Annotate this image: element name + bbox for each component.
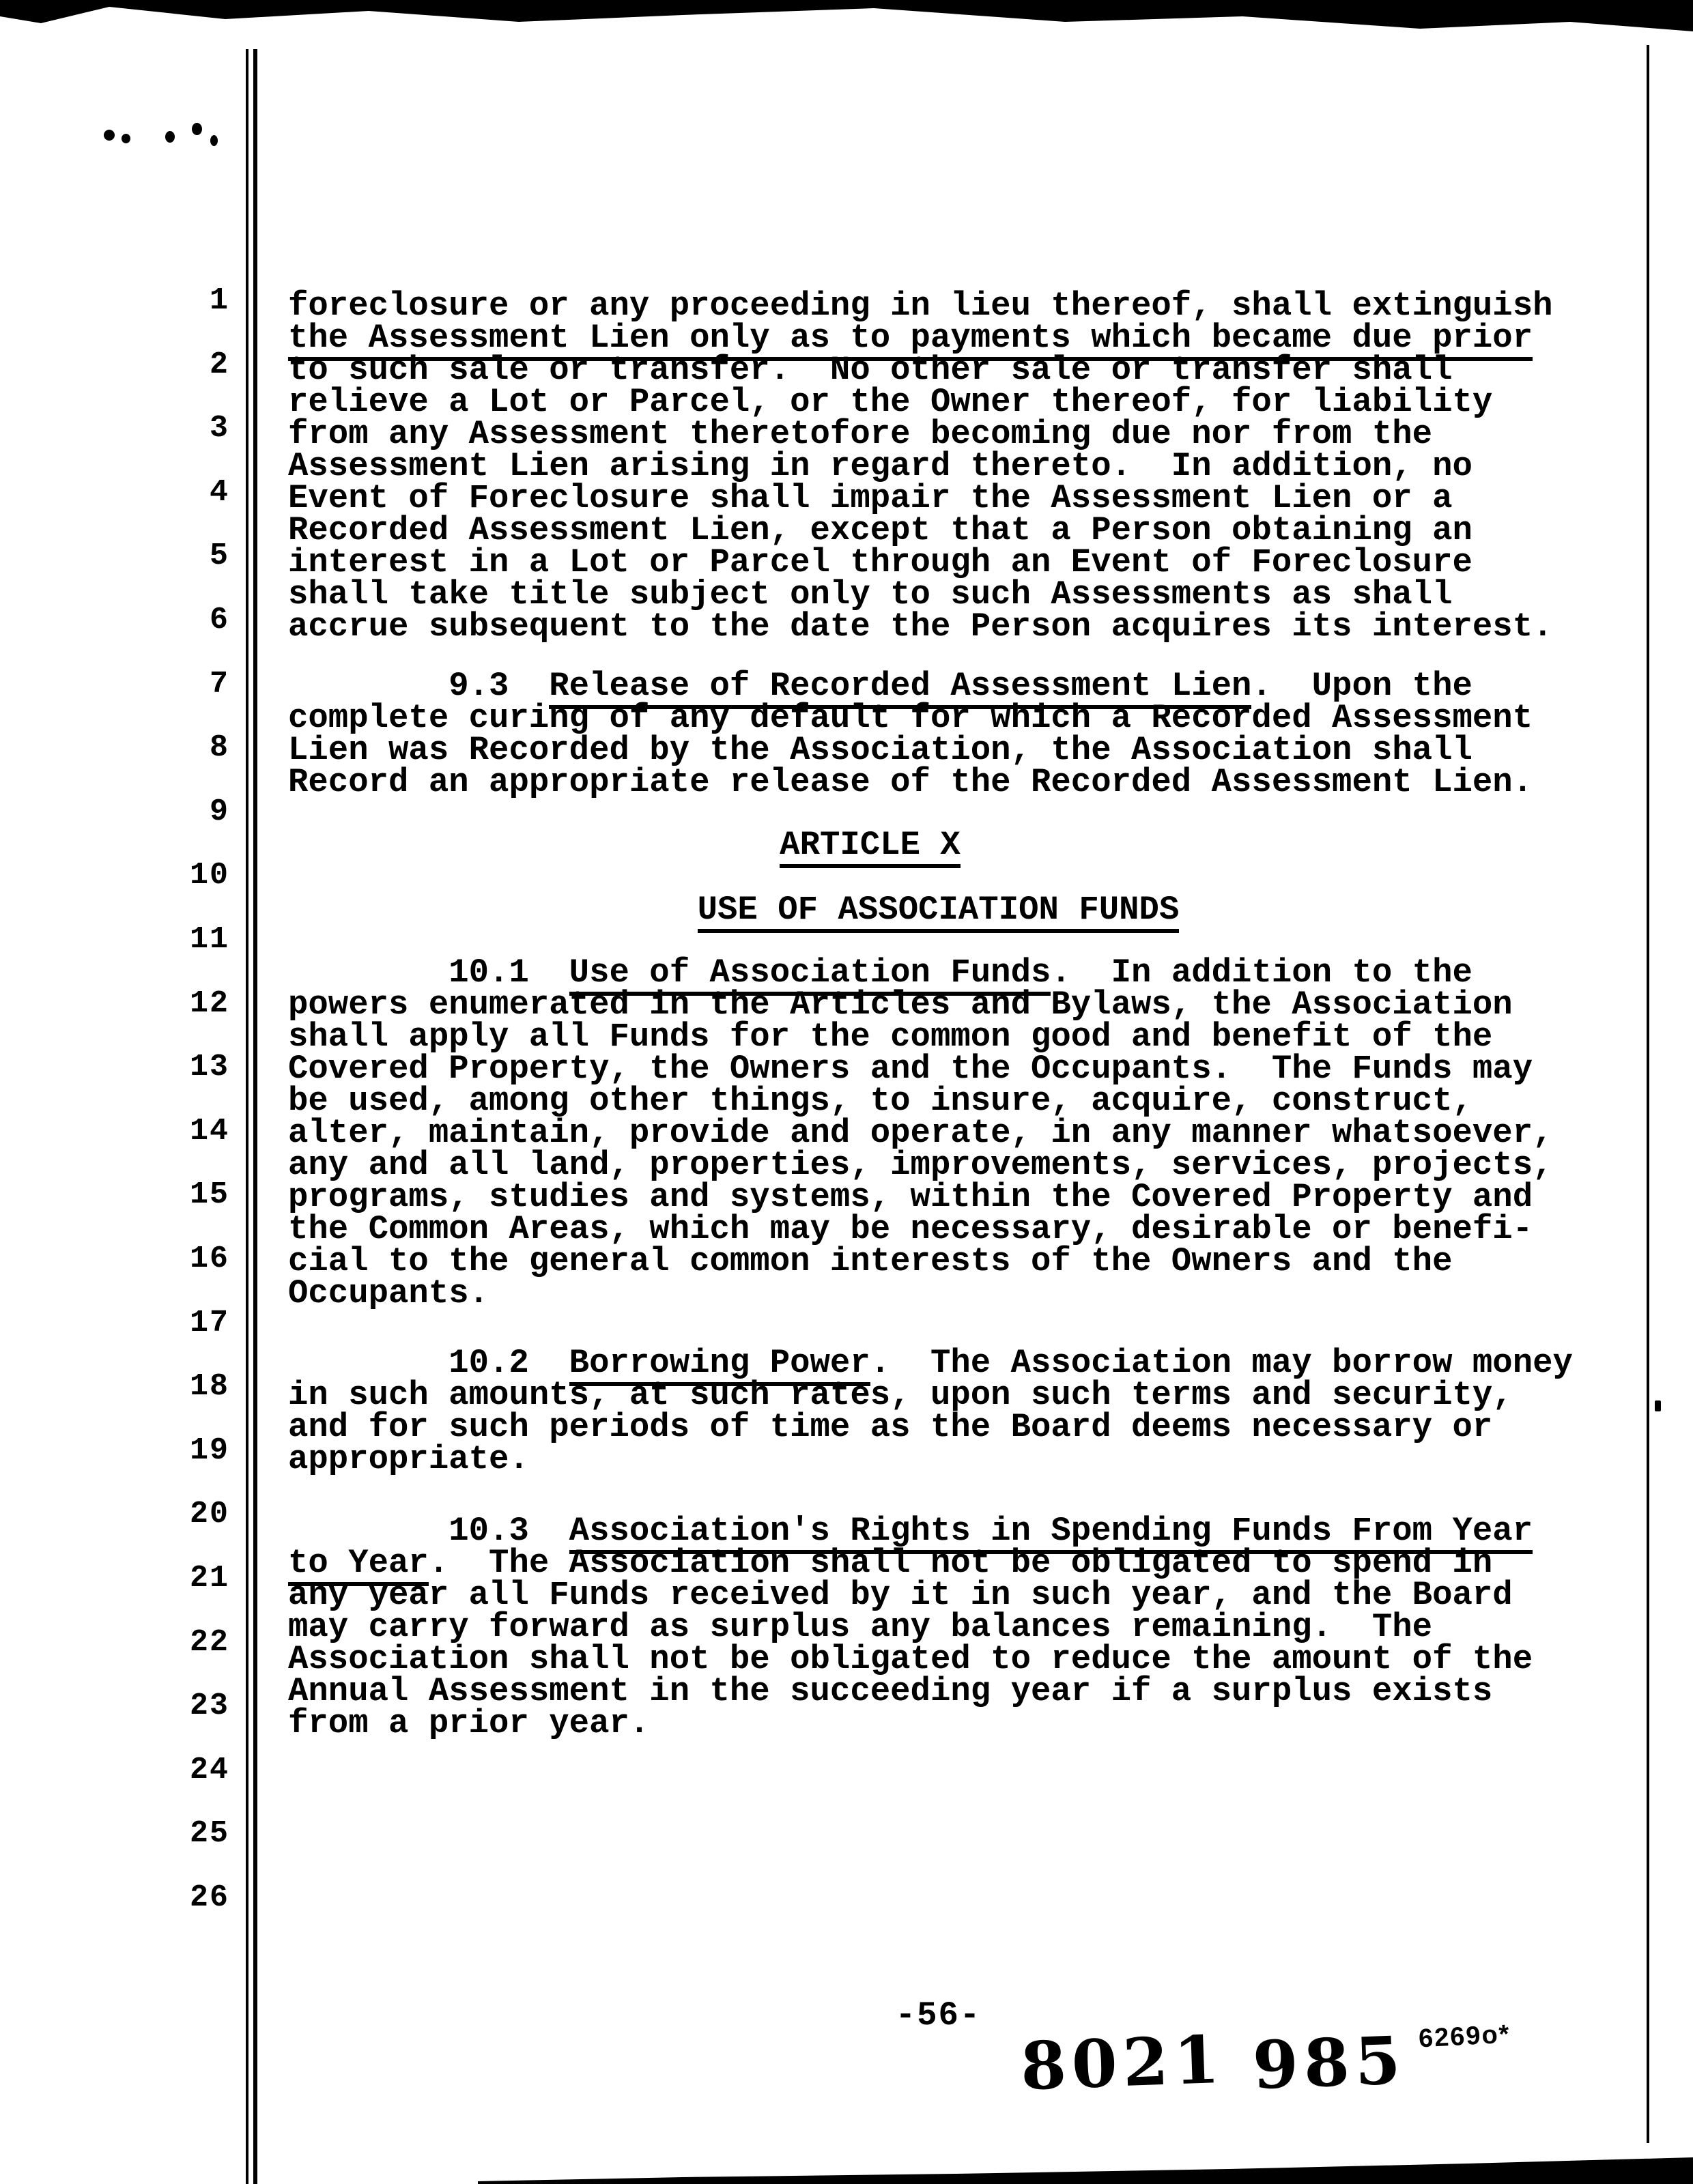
text-line bbox=[288, 1440, 1589, 1478]
text-segment: complete curing of any default for which a Recorded Assessment bbox=[288, 699, 1533, 737]
text-segment: programs, studies and systems, within the Covered Property and bbox=[288, 1178, 1533, 1216]
text-segment: Recorded Assessment Lien, except that a Person obtaining an bbox=[288, 511, 1473, 549]
text-segment: foreclosure or any proceeding in lieu thereof, shall extinguish bbox=[288, 287, 1553, 325]
text-line bbox=[288, 319, 1589, 357]
line-number: 21 bbox=[189, 1561, 229, 1596]
paragraph bbox=[288, 953, 1589, 1312]
underlined-text: Use of Association Funds bbox=[569, 953, 1051, 996]
text-line bbox=[288, 287, 1589, 325]
text-line bbox=[288, 351, 1589, 389]
text-segment: accrue subsequent to the date the Person acquires its interest. bbox=[288, 607, 1553, 646]
text-line bbox=[288, 986, 1589, 1024]
line-number: 10 bbox=[189, 858, 229, 893]
line-number: 17 bbox=[189, 1305, 229, 1340]
stamp-number-left: 8021 bbox=[1019, 2020, 1227, 2106]
page-number: -56- bbox=[895, 1996, 982, 2035]
line-number: 25 bbox=[189, 1816, 229, 1852]
underlined-text: to Year bbox=[288, 1544, 429, 1586]
text-line bbox=[288, 763, 1589, 801]
text-segment: in such amounts, at such rates, upon such terms and security, bbox=[288, 1376, 1513, 1414]
text-line bbox=[288, 1082, 1589, 1120]
line-number: 14 bbox=[189, 1113, 229, 1149]
text-line bbox=[288, 479, 1589, 517]
text-line bbox=[288, 891, 1589, 929]
text-segment: shall apply all Funds for the common good and benefit of the bbox=[288, 1018, 1493, 1056]
text-segment: be used, among other things, to insure, acquire, construct, bbox=[288, 1082, 1473, 1120]
text-segment: Assessment Lien arising in regard thereto. In addition, no bbox=[288, 447, 1473, 485]
text-segment: any and all land, properties, improvements, services, projects, bbox=[288, 1146, 1553, 1184]
line-number: 13 bbox=[189, 1050, 229, 1085]
text-line bbox=[288, 1704, 1589, 1742]
text-line bbox=[288, 1018, 1589, 1056]
text-segment: cial to the general common interests of the Owners and the bbox=[288, 1242, 1453, 1280]
text-segment: any year all Funds received by it in such year, and the Board bbox=[288, 1576, 1513, 1614]
text-segment: . Upon the bbox=[1251, 667, 1473, 705]
text-segment: 10.1 bbox=[288, 953, 569, 992]
text-line bbox=[288, 575, 1589, 614]
text-segment: 10.2 bbox=[288, 1344, 569, 1382]
text-segment: 9.3 bbox=[288, 667, 550, 705]
line-number: 3 bbox=[209, 411, 229, 446]
text-segment: to such sale or transfer. No other sale or transfer shall bbox=[288, 351, 1453, 389]
article-heading bbox=[220, 826, 1520, 864]
text-segment: may carry forward as surplus any balances remaining. The bbox=[288, 1608, 1433, 1646]
margin-rule-left-inner bbox=[253, 49, 257, 2184]
paragraph bbox=[288, 287, 1589, 646]
paragraph bbox=[288, 1512, 1589, 1742]
line-number: 6 bbox=[209, 603, 229, 637]
line-number: 18 bbox=[189, 1369, 229, 1405]
paragraph bbox=[288, 1344, 1589, 1478]
line-number: 20 bbox=[189, 1497, 229, 1532]
text-line bbox=[288, 1274, 1589, 1312]
text-segment: 10.3 bbox=[288, 1512, 569, 1550]
margin-rule-right bbox=[1647, 45, 1649, 2143]
text-line bbox=[288, 415, 1589, 453]
text-line bbox=[288, 1050, 1589, 1088]
document-text bbox=[288, 0, 1589, 1740]
underlined-text: Release of Recorded Assessment Lien bbox=[549, 667, 1251, 709]
stamp-number-right: 985 bbox=[1251, 2022, 1408, 2104]
text-segment: appropriate. bbox=[288, 1440, 529, 1478]
underlined-text: USE OF ASSOCIATION FUNDS bbox=[698, 891, 1180, 933]
line-number: 19 bbox=[189, 1433, 229, 1468]
line-number: 15 bbox=[189, 1177, 229, 1213]
line-number: 2 bbox=[209, 347, 229, 382]
text-segment: Lien was Recorded by the Association, the Association shall bbox=[288, 731, 1473, 769]
text-segment: from a prior year. bbox=[288, 1704, 650, 1742]
text-line bbox=[288, 1640, 1589, 1678]
paragraph bbox=[288, 667, 1589, 801]
text-segment: Event of Foreclosure shall impair the Assessment Lien or a bbox=[288, 479, 1453, 517]
text-line bbox=[288, 699, 1589, 737]
ink-mark bbox=[1655, 1400, 1661, 1411]
line-number: 26 bbox=[189, 1880, 229, 1915]
text-segment: interest in a Lot or Parcel through an Event of Foreclosure bbox=[288, 543, 1473, 581]
line-number-rail bbox=[0, 0, 229, 2184]
text-line bbox=[288, 1576, 1589, 1614]
text-line bbox=[288, 1114, 1589, 1152]
line-number: 16 bbox=[189, 1241, 229, 1276]
line-number: 22 bbox=[189, 1624, 229, 1660]
text-segment: Association shall not be obligated to reduce the amount of the bbox=[288, 1640, 1533, 1678]
text-line bbox=[288, 543, 1589, 581]
text-segment: . The Association may borrow money bbox=[870, 1344, 1573, 1382]
underlined-text: Association's Rights in Spending Funds From Year bbox=[569, 1512, 1533, 1554]
line-number: 12 bbox=[189, 986, 229, 1021]
text-segment: Annual Assessment in the succeeding year if a surplus exists bbox=[288, 1672, 1493, 1710]
underlined-text: the Assessment Lien only as to payments which became due prior bbox=[288, 319, 1533, 361]
text-line bbox=[288, 1242, 1589, 1280]
text-segment: powers enumerated in the Articles and Bylaws, the Association bbox=[288, 986, 1513, 1024]
line-number: 9 bbox=[209, 794, 229, 829]
line-number: 8 bbox=[209, 730, 229, 766]
text-line bbox=[288, 1512, 1589, 1550]
margin-rule-left-outer bbox=[246, 49, 248, 2184]
underlined-text: ARTICLE X bbox=[780, 826, 961, 868]
text-line bbox=[288, 953, 1589, 992]
text-line bbox=[288, 1608, 1589, 1646]
text-segment: shall take title subject only to such Assessments as shall bbox=[288, 575, 1453, 614]
text-line bbox=[288, 447, 1589, 485]
text-segment: Occupants. bbox=[288, 1274, 489, 1312]
line-number: 5 bbox=[209, 538, 229, 574]
text-segment: the Common Areas, which may be necessary, desirable or benefi- bbox=[288, 1210, 1533, 1248]
text-segment: from any Assessment theretofore becoming due nor from the bbox=[288, 415, 1433, 453]
line-number: 4 bbox=[209, 474, 229, 510]
text-line bbox=[288, 1146, 1589, 1184]
text-line bbox=[220, 826, 1520, 864]
line-number: 1 bbox=[209, 283, 229, 318]
text-segment: . The Association shall not be obligated to spend in bbox=[428, 1544, 1493, 1582]
text-line bbox=[288, 1544, 1589, 1582]
line-number: 24 bbox=[189, 1752, 229, 1787]
underlined-text: Borrowing Power bbox=[569, 1344, 870, 1386]
line-number: 11 bbox=[189, 922, 229, 957]
text-line bbox=[288, 1178, 1589, 1216]
stamp-code: 6269o* bbox=[1417, 2020, 1511, 2054]
text-segment: Covered Property, the Owners and the Occupants. The Funds may bbox=[288, 1050, 1533, 1088]
text-line bbox=[288, 1376, 1589, 1414]
text-line bbox=[288, 1672, 1589, 1710]
text-line bbox=[288, 383, 1589, 421]
article-heading bbox=[288, 891, 1589, 929]
line-number: 7 bbox=[209, 666, 229, 702]
text-line bbox=[288, 1408, 1589, 1446]
text-segment: relieve a Lot or Parcel, or the Owner thereof, for liability bbox=[288, 383, 1493, 421]
text-line bbox=[288, 511, 1589, 549]
text-segment: Record an appropriate release of the Recorded Assessment Lien. bbox=[288, 763, 1533, 801]
text-line bbox=[288, 731, 1589, 769]
text-segment: and for such periods of time as the Board deems necessary or bbox=[288, 1408, 1493, 1446]
text-line bbox=[288, 1210, 1589, 1248]
text-line bbox=[288, 667, 1589, 705]
text-line bbox=[288, 607, 1589, 646]
text-line bbox=[288, 1344, 1589, 1382]
text-segment: alter, maintain, provide and operate, in any manner whatsoever, bbox=[288, 1114, 1553, 1152]
line-number: 23 bbox=[189, 1689, 229, 1724]
text-segment: . In addition to the bbox=[1051, 953, 1473, 992]
